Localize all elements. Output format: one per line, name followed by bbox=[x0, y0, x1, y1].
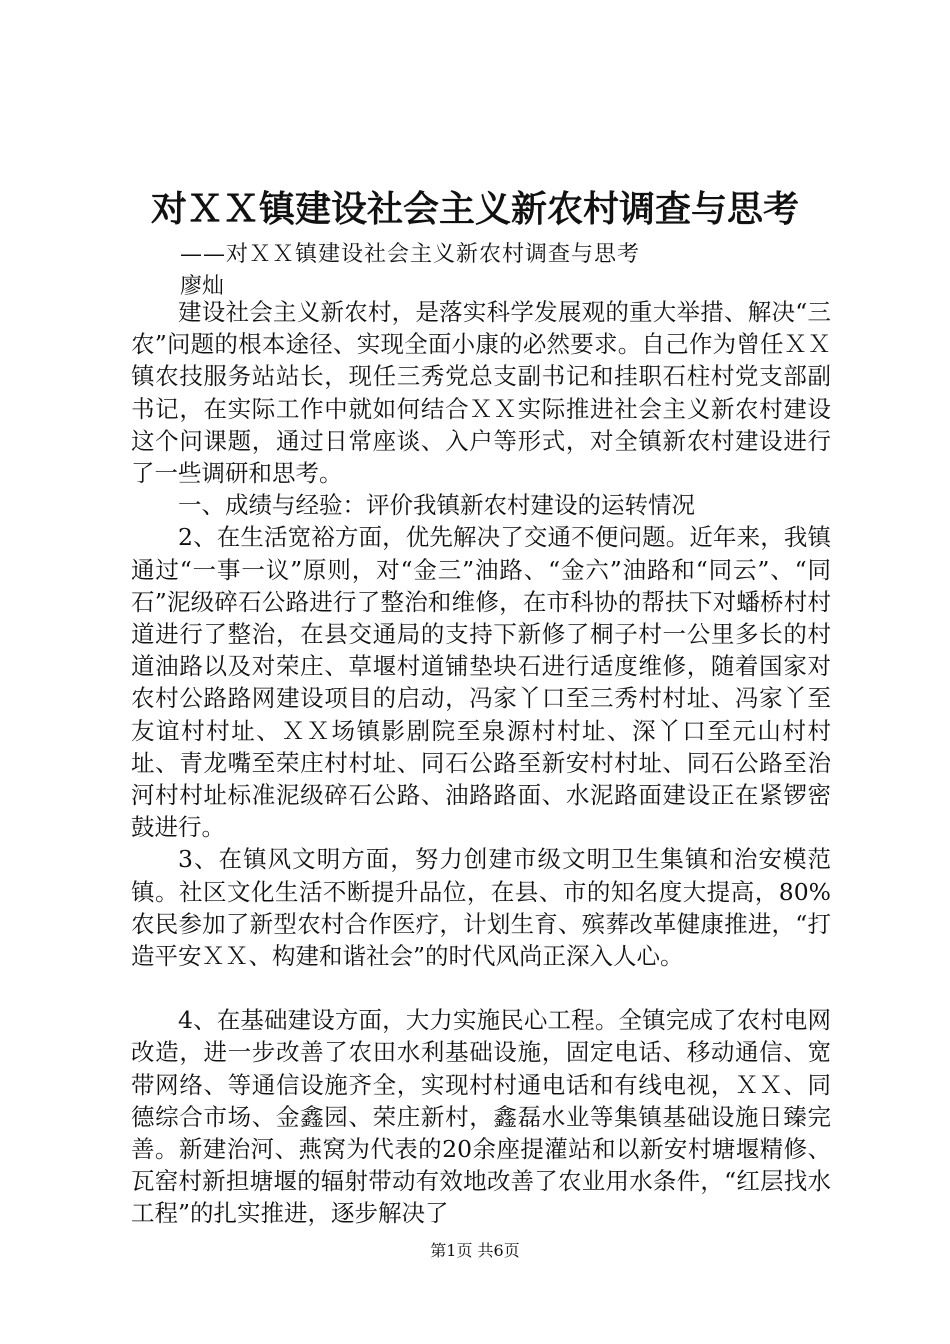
paragraph-civility: 3、在镇风文明方面，努力创建市级文明卫生集镇和治安模范镇。社区文化生活不断提升品位，在县、市的知名度大提高，80%农民参加了新型农村合作医疗，计划生育、殡葬改革健康推进，“打造平安ＸＸ、构建和谐社会”的时代风尚正深入人心。 bbox=[131, 845, 831, 971]
paragraph-intro: 建设社会主义新农村，是落实科学发展观的重大举措、解决“三农”问题的根本途径、实现全面小康的必然要求。自己作为曾任ＸＸ镇农技服务站站长，现任三秀党总支副书记和挂职石柱村党支部副书记，在实际工作中就如何结合ＸＸ实际推进社会主义新农村建设这个问课题，通过日常座谈、入户等形式，对全镇新农村建设进行了一些调研和思考。 bbox=[131, 298, 831, 488]
paragraph-infrastructure: 4、在基础建设方面，大力实施民心工程。全镇完成了农村电网改造，进一步改善了农田水利基础设施，固定电话、移动通信、宽带网络、等通信设施齐全，实现村村通电话和有线电视，ＸＸ、同德综合市场、金鑫园、荣庄新村，鑫磊水业等集镇基础设施日臻完善。新建治河、燕窝为代表的20余座提灌站和以新安村塘堰精修、瓦窑村新担塘堰的辐射带动有效地改善了农业用水条件，“红层找水工程”的扎实推进，逐步解决了 bbox=[131, 1006, 831, 1228]
blank-line bbox=[131, 972, 831, 1004]
document-body bbox=[131, 296, 831, 1230]
document-subtitle: ——对ＸＸ镇建设社会主义新农村调查与思考 bbox=[180, 242, 641, 267]
page-footer: 第1页 共6页 bbox=[430, 1241, 520, 1260]
document-title: 对ＸＸ镇建设社会主义新农村调查与思考 bbox=[150, 188, 799, 230]
section-heading: 一、成绩与经验：评价我镇新农村建设的运转情况 bbox=[178, 491, 695, 520]
paragraph-living: 2、在生活宽裕方面，优先解决了交通不便问题。近年来，我镇通过“一事一议”原则，对“金三”油路、“金六”油路和“同云”、“同石”泥级碎石公路进行了整治和维修，在市科协的帮扶下对蟠桥村村道进行了整治，在县交通局的支持下新修了桐子村一公里多长的村道油路以及对荣庄、草堰村道铺垫块石进行适度维修，随着国家对农村公路路网建设项目的启动，冯家丫口至三秀村村址、冯家丫至友谊村村址、ＸＸ场镇影剧院至泉源村村址、深丫口至元山村村址、青龙嘴至荣庄村村址、同石公路至新安村村址、同石公路至治河村村址标准泥级碎石公路、油路路面、水泥路面建设正在紧锣密鼓进行。 bbox=[131, 523, 831, 842]
author-name: 廖灿 bbox=[180, 274, 225, 299]
